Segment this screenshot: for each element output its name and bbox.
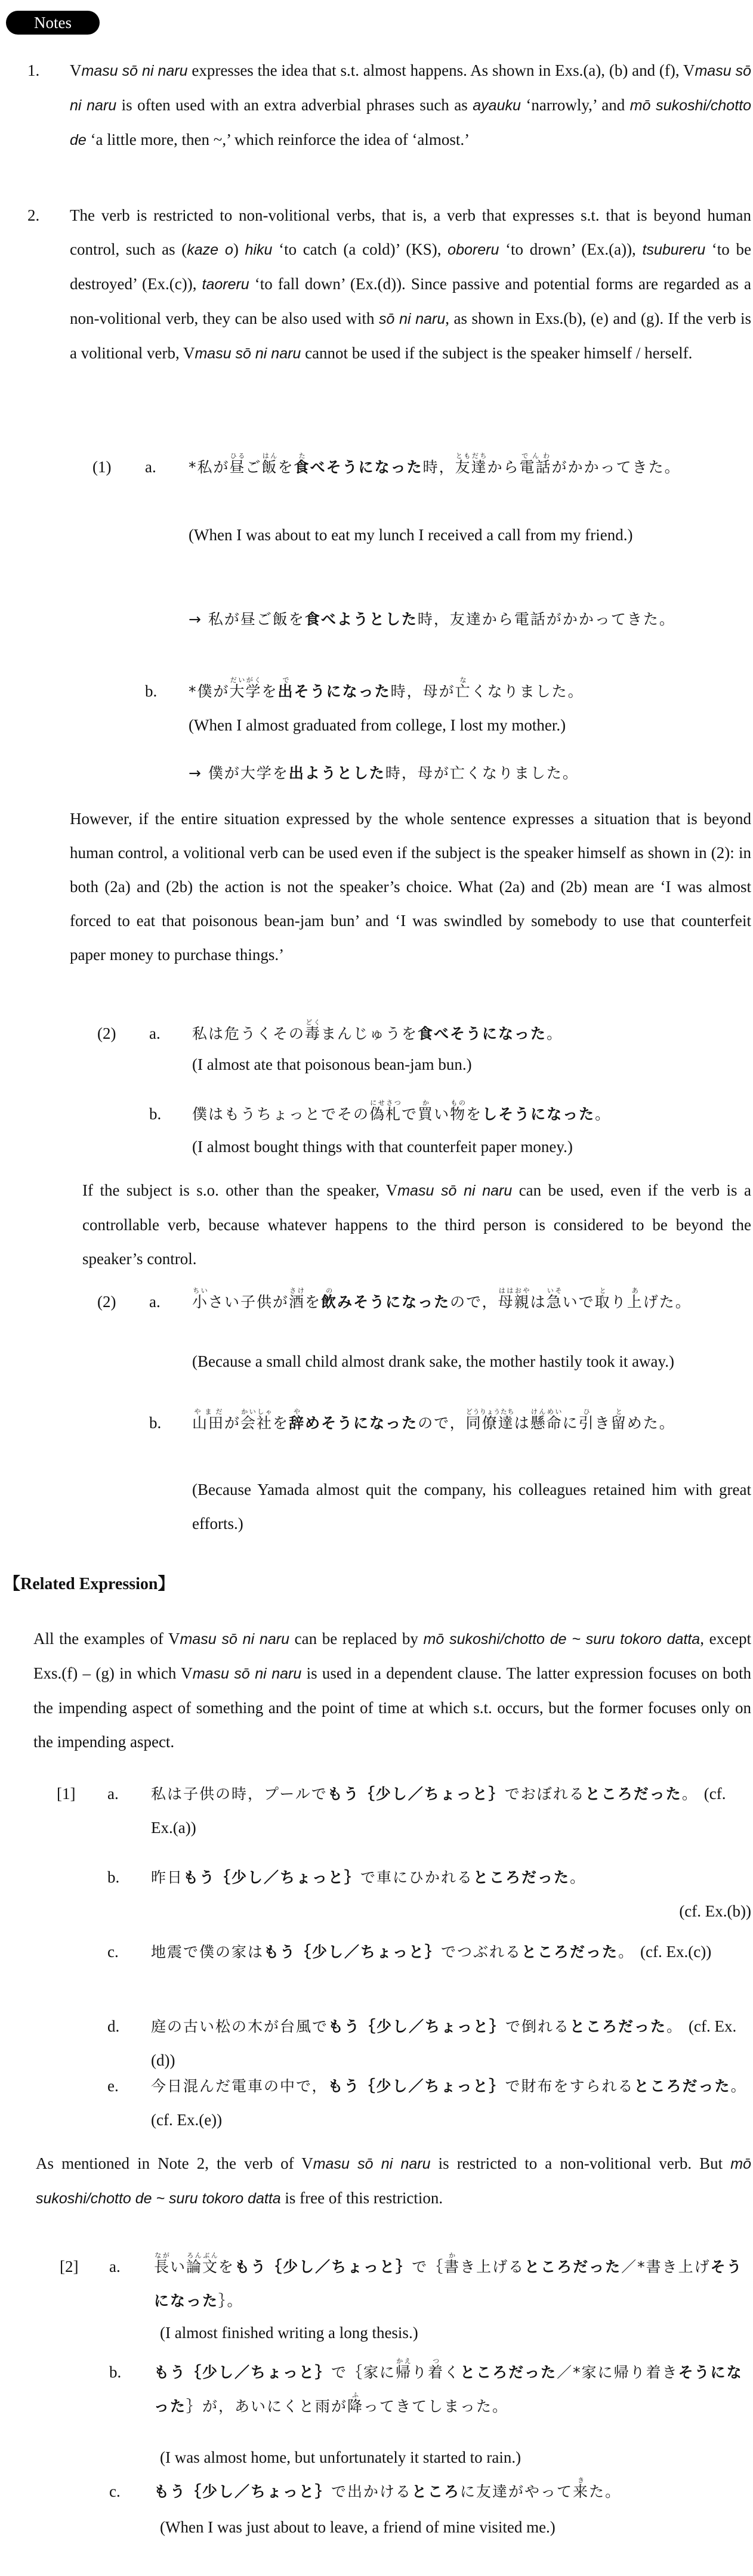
term: masu sō ni naru [192,1665,302,1682]
text: ‘to catch (a cold)’ (KS), [272,240,448,258]
ruby: 友達ともだち [455,452,487,476]
jp-emphasis: ところ [412,2483,461,2500]
jp-text: は [514,1414,530,1432]
jp-text: 。 [570,1869,587,1886]
jp-text: が [224,1414,241,1432]
term: masu sō ni naru [313,2156,431,2172]
example-1a-translation: (When I was about to eat my lunch I received a call from my friend.) [189,526,633,544]
text: is used in a dependent clause. The latter expression focuses on both the impending aspect of something and the point of time at which s.t. occurs, but the former focuses only on the impending aspect. [33,1664,751,1751]
jp-emphasis: ところだった [585,1785,682,1803]
ruby: 長なが [154,2252,171,2275]
text: ‘a little more, then ~,’ which reinforce the idea of ‘almost.’ [86,131,470,148]
jp-text: で出かける [331,2483,412,2500]
jp-text: いで [562,1293,595,1311]
jp-emphasis: そうになった [154,2258,743,2309]
ruby: 亡な [455,676,471,700]
related-1c-text [151,1935,751,1969]
ruby: 毒どく [305,1018,322,1042]
example-1a-japanese [189,450,751,484]
jp-emphasis: 食べようとした [304,611,418,628]
jp-text: → 私が昼ご飯を [189,611,305,628]
ruby: 来き [573,2476,590,2500]
term: masu sō ni naru [195,345,301,362]
jp-text: 時， [422,459,455,476]
example-2a-second-label: a. [149,1293,161,1311]
example-1b-translation: (When I almost graduated from college, I lost my mother.) [189,716,566,734]
example-1-number: (1) [92,458,112,476]
example-2-number: (2) [97,1024,116,1042]
example-2a-label: a. [149,1024,161,1042]
related-1e-text [151,2069,751,2137]
example-2a-second-japanese [192,1285,751,1319]
jp-text: い [434,1106,450,1123]
related-1a-label: a. [107,1785,119,1803]
jp-emphasis: ところだった [524,2258,622,2275]
note-1-text [70,54,751,157]
jp-text: で倒れる [505,2018,570,2035]
notes-badge: Notes [6,11,100,35]
jp-emphasis: ところだった [460,2364,557,2381]
term: taoreru [202,276,249,293]
term: mō sukoshi/chotto de [70,97,751,148]
related-paragraph-2 [36,2147,751,2216]
ruby: 出で [277,676,294,700]
term: masu sō ni naru [81,63,188,79]
jp-emphasis: そうになった [294,683,391,700]
jp-emphasis: ところだった [473,1869,570,1886]
jp-text: 。 [618,1943,635,1961]
jp-text: 庭の古い松の木が台風で [151,2018,329,2035]
text: , except Exs.(f) – (g) in which V [33,1630,752,1682]
ruby: 山田やまだ [192,1408,225,1432]
related-1b-text [151,1860,751,1894]
jp-emphasis: めそうになった [305,1414,418,1432]
jp-text: を [261,683,278,700]
jp-text: を [277,459,294,476]
ruby: 飯はん [261,452,278,476]
text: is restricted to a non-volitional verb. But [430,2154,731,2172]
jp-emphasis: みそうになった [337,1293,450,1311]
ruby: 懸命けんめい [530,1408,563,1432]
jp-text: を [466,1106,483,1123]
text: can be used, even if the verb is a controllable verb, because whatever happens to the third person is considered to be beyond the speaker’s control. [82,1181,752,1268]
jp-text: さい子供が [208,1293,289,1311]
text: V [70,61,82,79]
jp-emphasis: そうになった [154,2364,743,2415]
jp-emphasis: もう｛少し／ちょっと｝ [154,2364,332,2381]
jp-emphasis: もう｛少し／ちょっと｝ [154,2483,332,2500]
term: masu sō ni naru [397,1182,513,1199]
ruby: 母親ははおや [498,1287,530,1311]
related-2b-japanese [154,2355,751,2423]
jp-text: を [305,1293,322,1311]
jp-emphasis: ところだった [521,1943,619,1961]
related-1b-reference: (cf. Ex.(b)) [679,1902,751,1920]
related-expression-heading: 【Related Expression】 [4,1575,175,1593]
term: hiku [245,242,273,258]
cross-reference: (cf. Ex.(e)) [151,2111,223,2129]
jp-text: い [170,2258,187,2275]
related-2c-label: c. [109,2482,121,2500]
ruby: 大学だいがく [229,676,262,700]
jp-emphasis: しそうになった [482,1106,595,1123]
jp-emphasis: ところだった [570,2018,667,2035]
related-2c-translation: (When I was just about to leave, a friend of mine visited me.) [160,2518,556,2536]
text: ‘to be destroyed’ (Ex.(c)), [70,240,751,293]
jp-text: た。 [589,2483,622,2500]
related-1a-text [151,1777,751,1845]
text: ‘to fall down’ (Ex.(d)). Since passive and potential forms are regarded as a non-volitional verb, they can be also used with [70,275,752,327]
however-paragraph: However, if the entire situation expressed by the whole sentence expresses a situation that is beyond human control, a volitional verb can be used even if the subject is the speaker himself as shown in (2): in both (2a) and (2b) the action is not the speaker’s choice. What (2a) and (2b) mean are ‘I was almost forced to eat that poisonous bean-jam bun’ and ‘I was swindled by somebody to use that counterfeit paper money to purchase things.’ [70,810,751,964]
jp-text: でつぶれる [441,1943,522,1961]
jp-text: *私が [189,459,230,476]
ruby: 書か [444,2252,461,2275]
jp-text: がかかってきた。 [551,459,681,476]
jp-text: ｝。 [218,2292,243,2309]
term: masu sō ni naru [180,1631,289,1648]
jp-text: に [562,1414,579,1432]
jp-text: でおぼれる [504,1785,585,1803]
jp-text: ご [245,459,262,476]
ruby: 着つ [428,2357,445,2381]
related-example-1-number: [1] [57,1785,76,1803]
related-1d-label: d. [107,2017,120,2035]
jp-text: から [487,459,520,476]
ruby: 引ひ [578,1408,595,1432]
ruby: 降ふ [347,2391,364,2415]
jp-text: 。 [730,2077,747,2095]
text: ‘narrowly,’ and [520,96,630,114]
note-2-text [70,199,751,371]
jp-text: くなりました。 [471,683,584,700]
term: sō ni naru [379,311,446,327]
text: expresses the idea that s.t. almost happens. As shown in Exs.(a), (b) and (f), V [187,61,695,79]
example-2a-japanese [192,1017,751,1051]
related-2b-translation: (I was almost home, but unfortunately it started to rain.) [160,2448,521,2466]
cross-reference: (cf. Ex.(d)) [151,2017,737,2069]
term: masu sō ni naru [70,63,752,114]
related-1e-label: e. [107,2077,119,2095]
cross-reference: (cf. Ex.(a)) [151,1785,726,1837]
jp-text: ／*書き上げ [621,2258,711,2275]
related-2b-label: b. [109,2363,122,2381]
ruby: 酒さけ [289,1287,305,1311]
jp-text: 時，母が亡くなりました。 [385,764,579,782]
ruby: 昼ひる [229,452,246,476]
example-1b-label: b. [145,682,158,700]
ruby: 辞や [289,1408,305,1432]
text: All the examples of V [33,1630,180,1648]
jp-emphasis: もう｛少し／ちょっと｝ [328,2077,505,2095]
example-2b-label: b. [149,1105,162,1123]
term: oboreru [448,242,499,258]
jp-text: で車にひかれる [360,1869,474,1886]
jp-emphasis: もう｛少し／ちょっと｝ [328,2018,506,2035]
related-1b-label: b. [107,1868,120,1886]
text: cannot be used if the subject is the speaker himself / herself. [301,344,693,362]
term: mō sukoshi/chotto de ~ suru tokoro datta [36,2156,751,2207]
related-2a-japanese [154,2250,751,2318]
example-2b-translation: (I almost bought things with that counterfeit paper money.) [192,1138,573,1156]
term: kaze o [187,242,233,258]
related-paragraph-1 [33,1622,751,1759]
jp-emphasis: もう｛少し／ちょっと｝ [327,1785,505,1803]
related-2a-label: a. [109,2258,121,2275]
text: The verb is restricted to non-volitional verbs, that is, a verb that expresses s.t. that is beyond human control, such as ( [70,206,751,258]
jp-emphasis: べそうになった [310,459,423,476]
jp-text: は [530,1293,547,1311]
jp-text: き [594,1414,611,1432]
ruby: 論文ろんぶん [186,2252,219,2275]
related-1c-label: c. [107,1943,119,1961]
example-2b-second-translation: (Because Yamada almost quit the company, his colleagues retained him with great efforts.) [192,1481,751,1532]
ruby: 偽札にせさつ [369,1099,402,1123]
cross-reference: (cf. Ex.(c)) [640,1943,712,1961]
ruby: 飲の [321,1287,338,1311]
jp-text: 。 [681,1785,698,1803]
ruby: 会社かいしゃ [240,1408,273,1432]
jp-text: 私は危うくその [192,1025,305,1042]
jp-text: を [218,2258,235,2275]
term: mō sukoshi/chotto de ~ suru tokoro datta [423,1631,700,1648]
jp-text: まんじゅうを [321,1025,418,1042]
ruby: 取と [594,1287,611,1311]
jp-text: で｛ [412,2258,445,2275]
example-1a-alternative [189,602,751,636]
term: ayauku [473,97,521,114]
jp-text: 私は子供の時，プールで [151,1785,328,1803]
jp-emphasis: もう｛少し／ちょっと｝ [234,2258,412,2275]
ruby: 物もの [450,1099,467,1123]
jp-text: り [610,1293,627,1311]
text: is free of this restriction. [280,2189,443,2207]
ruby: 上あ [627,1287,643,1311]
jp-emphasis: 食べそうになった [418,1025,547,1042]
ruby: 帰かえ [396,2357,412,2381]
jp-text: 時，母が [390,683,455,700]
jp-text: めた。 [627,1414,675,1432]
jp-text: 。 [666,2018,683,2035]
example-1b-alternative [189,756,751,790]
text: As mentioned in Note 2, the verb of V [36,2154,313,2172]
example-2b-second-label: b. [149,1414,162,1432]
jp-text: ってきてしまった。 [363,2398,509,2415]
text: is often used with an extra adverbial phrases such as [116,96,473,114]
jp-text: を [273,1414,289,1432]
jp-text: *僕が [189,683,230,700]
jp-text: 僕はもうちょっとでその [192,1106,370,1123]
jp-text: → 僕が大学を [189,764,289,782]
jp-text: ので， [450,1293,498,1311]
jp-text: 今日混んだ電車の中で， [151,2077,328,2095]
jp-emphasis: もう｛少し／ちょっと｝ [264,1943,442,1961]
jp-text: ので， [418,1414,466,1432]
jp-text: ｝が，あいにくと雨が [186,2398,348,2415]
jp-text: で [402,1106,418,1123]
related-1d-text [151,2010,751,2077]
text: If the subject is s.o. other than the speaker, V [82,1181,398,1199]
jp-text: ／*家に帰り着き [557,2364,678,2381]
example-2b-second-japanese [192,1406,751,1440]
related-2a-translation: (I almost finished writing a long thesis.) [160,2324,418,2342]
if-subject-paragraph [82,1174,751,1276]
text: ‘to drown’ (Ex.(a)), [499,240,643,258]
note-2-number: 2. [27,206,40,224]
example-2b-japanese [192,1097,751,1131]
ruby: 同僚達どうりょうたち [465,1408,514,1432]
jp-text: 昨日 [151,1869,184,1886]
jp-emphasis: 出ようとした [288,764,385,782]
text: can be replaced by [289,1630,424,1648]
jp-text: き上げる [460,2258,525,2275]
jp-emphasis: もう｛少し／ちょっと｝ [183,1869,361,1886]
text: ) [233,240,245,258]
related-2c-japanese [154,2475,751,2509]
jp-text: 地震で僕の家は [151,1943,264,1961]
example-2a-translation: (I almost ate that poisonous bean-jam bun.) [192,1055,472,1073]
example-1a-label: a. [145,458,156,476]
related-example-2-number: [2] [60,2258,79,2275]
jp-emphasis: ところだった [634,2077,731,2095]
ruby: 買か [418,1099,434,1123]
jp-text: げた。 [643,1293,692,1311]
jp-text: に友達がやって [460,2483,573,2500]
jp-text: り [412,2364,428,2381]
ruby: 留と [610,1408,627,1432]
ruby: 小ちい [192,1287,209,1311]
ruby: 食た [294,452,310,476]
example-2-second-number: (2) [97,1293,116,1311]
jp-text: く [444,2364,461,2381]
ruby: 急いそ [546,1287,563,1311]
example-1b-japanese [189,674,751,708]
term: tsubureru [642,242,706,258]
jp-text: 時，友達から電話がかかってきた。 [417,611,675,628]
jp-text: 。 [595,1106,612,1123]
note-1-number: 1. [27,61,40,79]
ruby: 電話でんわ [519,452,552,476]
text: , as shown in Exs.(b), (e) and (g). If the verb is a volitional verb, V [70,309,751,362]
jp-text: 。 [547,1025,563,1042]
jp-text: で財布をすられる [505,2077,634,2095]
jp-text: で｛家に [331,2364,396,2381]
example-2a-second-translation: (Because a small child almost drank sake, the mother hastily took it away.) [192,1352,675,1370]
